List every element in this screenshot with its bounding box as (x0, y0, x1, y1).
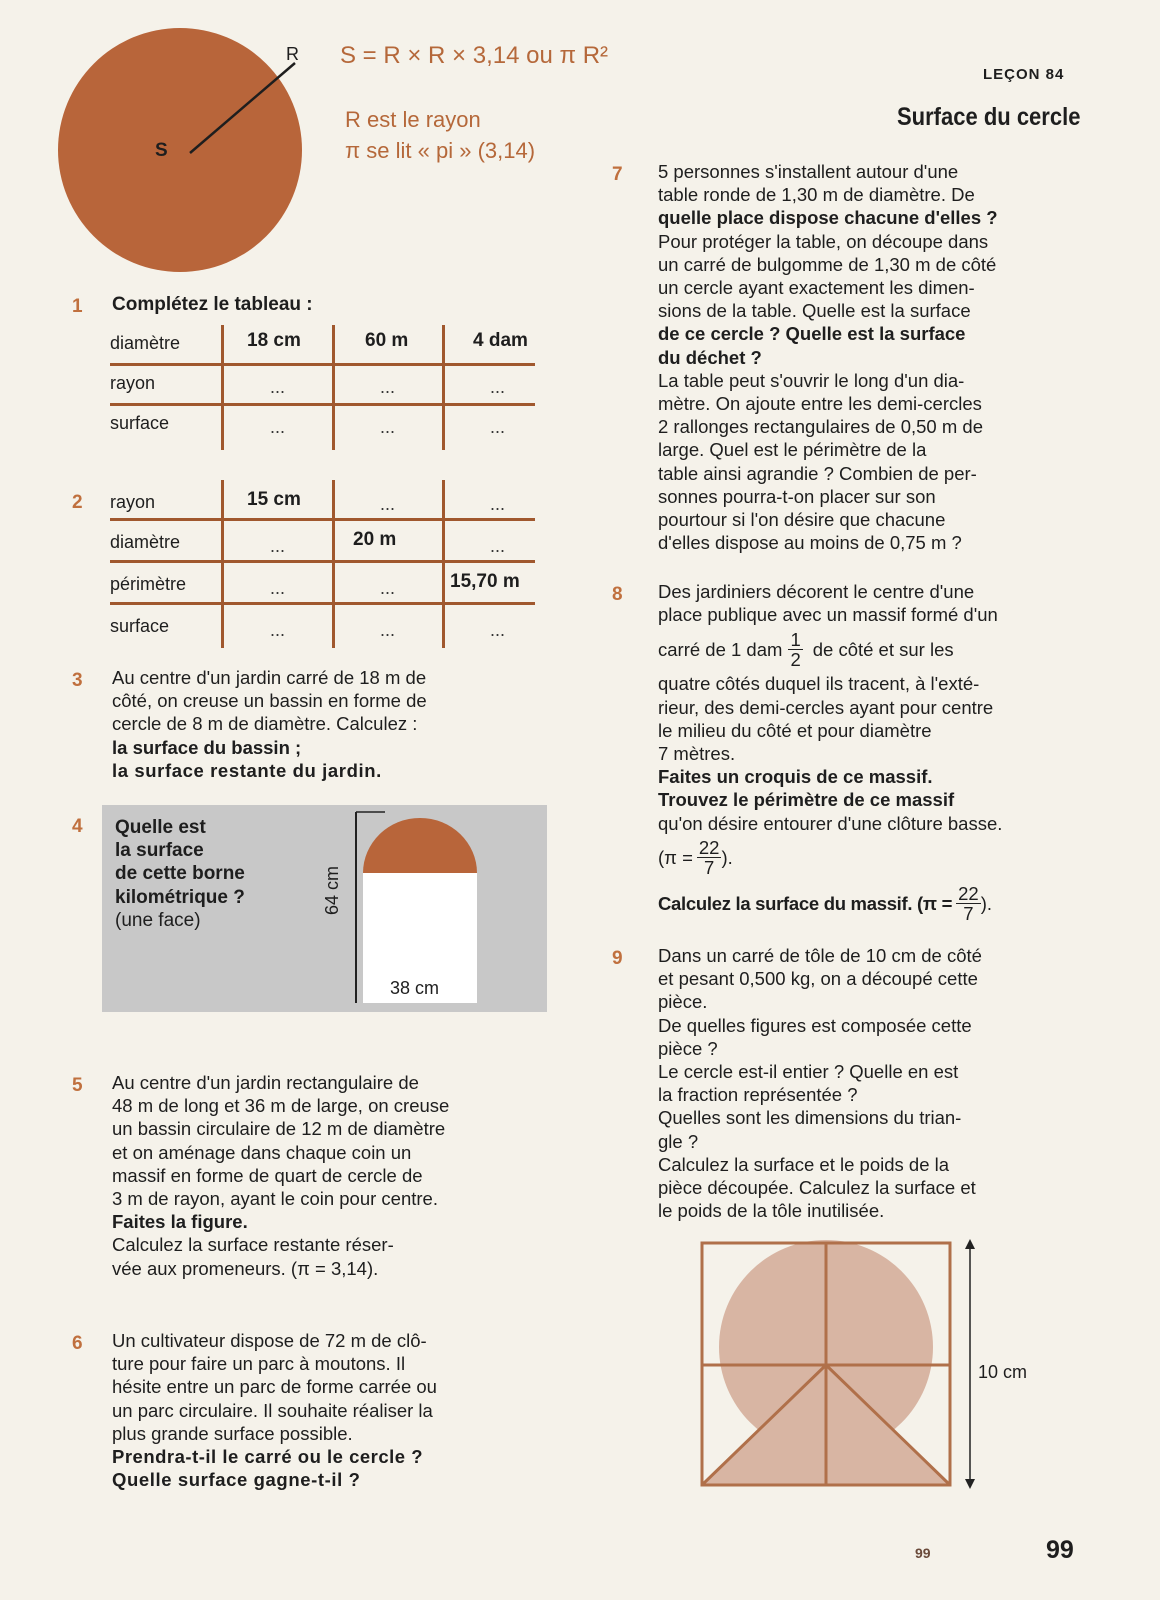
ex5-line: Faites la figure. (112, 1211, 248, 1233)
ex5-line: 3 m de rayon, ayant le coin pour centre. (112, 1188, 438, 1210)
ex8-line: quatre côtés duquel ils tracent, à l'exté- (658, 673, 980, 695)
ex8-number: 8 (612, 584, 623, 605)
ex1-row-label: diamètre (110, 333, 181, 353)
ex6-number: 6 (72, 1333, 83, 1354)
ex3-number: 3 (72, 670, 83, 691)
ex2-cell: 15 cm (247, 489, 301, 510)
ex8-segment: ). (721, 847, 733, 869)
ex2-cell: 15,70 m (450, 571, 520, 592)
ex3-line: Au centre d'un jardin carré de 18 m de (112, 667, 427, 688)
ex4-width-label: 38 cm (390, 978, 440, 998)
ex2-cell: ... (380, 620, 396, 640)
ex1-cell: ... (380, 377, 396, 397)
ex7-line: un carré de bulgomme de 1,30 m de côté (658, 253, 997, 275)
page-title: Surface du cercle (896, 103, 1080, 131)
ex4-line: kilométrique ? (115, 886, 245, 908)
fraction-numerator: 22 (958, 883, 979, 905)
ex9-line: Dans un carré de tôle de 10 cm de côté (658, 945, 982, 966)
ex9-line: Le cercle est-il entier ? Quelle en est (658, 1061, 959, 1083)
page-number: 99 (1046, 1536, 1074, 1564)
ex5-line: et on aménage dans chaque coin un (112, 1141, 412, 1163)
ex7-line: table ainsi agrandie ? Combien de per- (658, 462, 977, 484)
ex8-line: Des jardiniers décorent le centre d'une (658, 581, 975, 602)
ex8-text (658, 580, 1083, 927)
ex4-line: la surface (115, 840, 204, 862)
fraction-numerator: 1 (790, 628, 801, 650)
ex8-segment: de côté et sur les (812, 638, 954, 660)
orange-disc (58, 28, 302, 272)
ex2-number: 2 (72, 492, 83, 513)
fraction-numerator: 22 (698, 837, 720, 859)
ex5-line: 48 m de long et 36 m de large, on creuse (112, 1095, 450, 1117)
ex2-cell: ... (380, 578, 396, 598)
ex8-fraction-line (658, 626, 1083, 672)
ex7-line: Pour protéger la table, on découpe dans (658, 230, 989, 252)
ex2-cell: ... (490, 620, 506, 640)
ex6-line: Prendra-t-il le carré ou le cercle ? (112, 1446, 424, 1468)
ex9-line: la fraction représentée ? (658, 1084, 858, 1106)
ex9-line: Calculez la surface et le poids de la (658, 1153, 950, 1175)
ex8-line: 7 mètres. (658, 743, 736, 765)
ex3-line: la surface du bassin ; (112, 736, 302, 758)
label-S: S (155, 140, 168, 161)
ex8-line: le milieu du côté et pour diamètre (658, 719, 932, 741)
ex1-cell: ... (270, 377, 286, 397)
ex2-row-label: rayon (110, 492, 156, 512)
fraction-denominator: 7 (963, 903, 974, 925)
ex8-segment: carré de 1 dam (658, 638, 783, 660)
ex4-number: 4 (72, 816, 83, 837)
label-R: R (286, 44, 299, 64)
ex3-text (112, 666, 537, 782)
ex2-cell: ... (490, 494, 506, 514)
ex6-line: hésite entre un parc de forme carrée ou (112, 1376, 437, 1398)
ex5-line: massif en forme de quart de cercle de (112, 1164, 423, 1186)
ex9-line: gle ? (658, 1130, 699, 1152)
ex9-number: 9 (612, 948, 623, 969)
ex1-cell: ... (380, 417, 396, 437)
ex2-table (110, 480, 535, 650)
ex7-line: mètre. On ajoute entre les demi-cercles (658, 393, 982, 415)
ex5-line: Au centre d'un jardin rectangulaire de (112, 1072, 419, 1093)
area-formula: S = R × R × 3,14 ou π R² (340, 42, 609, 69)
ex6-line: Un cultivateur dispose de 72 m de clô- (112, 1330, 427, 1351)
ex1-row-label: surface (110, 413, 170, 433)
ex3-line: cercle de 8 m de diamètre. Calculez : (112, 713, 418, 735)
ex1-cell: 60 m (365, 330, 409, 351)
ex7-number: 7 (612, 164, 623, 185)
ex5-line: vée aux promeneurs. (π = 3,14). (112, 1257, 379, 1279)
sheet-figure (700, 1235, 990, 1495)
ex8-line: qu'on désire entourer d'une clôture basse. (658, 812, 1003, 834)
ex4-height-label: 64 cm (322, 865, 342, 915)
pi-note: π se lit « pi » (3,14) (345, 138, 536, 163)
ex1-row-label: rayon (110, 373, 156, 393)
ex7-line: de ce cercle ? Quelle est la surface (658, 323, 966, 345)
ex9-line: et pesant 0,500 kg, on a découpé cette (658, 968, 978, 990)
milestone-figure (345, 808, 485, 1003)
ex9-line: pièce. (658, 991, 708, 1013)
ex4-line: Quelle est (115, 817, 206, 838)
ex7-line: d'elles dispose au moins de 0,75 m ? (658, 532, 962, 554)
ex3-line: la surface restante du jardin. (112, 759, 382, 781)
ex8-line: place publique avec un massif formé d'un (658, 604, 998, 626)
fraction-denominator: 2 (790, 648, 801, 670)
ex7-line: large. Quel est le périmètre de la (658, 439, 927, 461)
ex5-line: Calculez la surface restante réser- (112, 1234, 394, 1256)
page-number-small: 99 (915, 1545, 931, 1561)
ex2-cell: ... (270, 578, 286, 598)
ex6-line: un parc circulaire. Il souhaite réaliser la (112, 1399, 433, 1421)
ex8-line: Trouvez le périmètre de ce massif (658, 789, 955, 811)
ex7-line: sions de la table. Quelle est la surface (658, 300, 971, 322)
ex1-cell: 18 cm (247, 330, 301, 351)
ex8-segment: (π = (658, 847, 693, 869)
ex7-line: sonnes pourra-t-on placer sur son (658, 485, 936, 507)
radius-note: R est le rayon (345, 107, 481, 132)
ex6-line: plus grande surface possible. (112, 1422, 353, 1444)
ex5-line: un bassin circulaire de 12 m de diamètre (112, 1118, 446, 1140)
ex7-text (658, 160, 1083, 554)
fraction-denominator: 7 (704, 857, 715, 879)
ex1-cell: ... (490, 417, 506, 437)
ex7-line: 5 personnes s'installent autour d'une (658, 161, 959, 182)
ex5-number: 5 (72, 1075, 83, 1096)
ex1-table (110, 325, 535, 455)
ex5-text (112, 1071, 537, 1280)
ex9-line: De quelles figures est composée cette (658, 1014, 972, 1036)
ex6-line: ture pour faire un parc à moutons. Il (112, 1353, 406, 1375)
ex9-line: pièce ? (658, 1037, 718, 1059)
ex9-line: Quelles sont les dimensions du trian- (658, 1107, 962, 1129)
lesson-label: LEÇON 84 (983, 66, 1065, 83)
ex2-cell: ... (490, 536, 506, 556)
ex2-cell: ... (380, 494, 396, 514)
ex6-line: Quelle surface gagne-t-il ? (112, 1469, 361, 1491)
ex7-line: pourtour si l'on désire que chacune (658, 509, 946, 531)
ex2-cell: ... (270, 536, 286, 556)
ex7-line: quelle place dispose chacune d'elles ? (658, 207, 998, 229)
ex2-row-label: surface (110, 616, 170, 636)
ex4-line: (une face) (115, 909, 201, 931)
ex1-cell: ... (490, 377, 506, 397)
ex6-text (112, 1329, 537, 1491)
half-fraction (788, 630, 802, 669)
ex7-line: table ronde de 1,30 m de diamètre. De (658, 184, 975, 206)
ex9-text (658, 944, 1083, 1222)
ex9-line: le poids de la tôle inutilisée. (658, 1200, 885, 1222)
circle-figure (55, 25, 325, 295)
ex2-row-label: diamètre (110, 532, 181, 552)
ex8-pi-line (658, 835, 1083, 881)
ex9-line: pièce découpée. Calculez la surface et (658, 1177, 976, 1199)
ex8-line: Faites un croquis de ce massif. (658, 766, 933, 788)
ex7-line: du déchet ? (658, 346, 762, 368)
ex8-segment: ). (980, 893, 993, 915)
ex9-dim-label: 10 cm (978, 1360, 1027, 1385)
ex1-cell: 4 dam (473, 330, 528, 351)
ex8-calc-line (658, 881, 1083, 927)
ex7-line: un cercle ayant exactement les dimen- (658, 277, 975, 299)
ex1-cell: ... (270, 417, 286, 437)
pi-fraction (697, 838, 722, 877)
ex4-line: de cette borne (115, 863, 245, 885)
ex2-cell: 20 m (353, 529, 397, 550)
ex3-line: côté, on creuse un bassin en forme de (112, 690, 427, 712)
ex8-line: rieur, des demi-cercles ayant pour centre (658, 696, 994, 718)
ex4-text (115, 816, 245, 932)
ex1-title: Complétez le tableau : (112, 294, 313, 315)
ex7-line: La table peut s'ouvrir le long d'un dia- (658, 369, 965, 391)
ex7-line: 2 rallonges rectangulaires de 0,50 m de (658, 416, 983, 438)
pi-fraction (956, 884, 981, 923)
ex8-segment: Calculez la surface du massif. (π = (658, 893, 953, 915)
ex2-cell: ... (270, 620, 286, 640)
ex1-number: 1 (72, 296, 83, 317)
ex2-row-label: périmètre (110, 574, 187, 594)
